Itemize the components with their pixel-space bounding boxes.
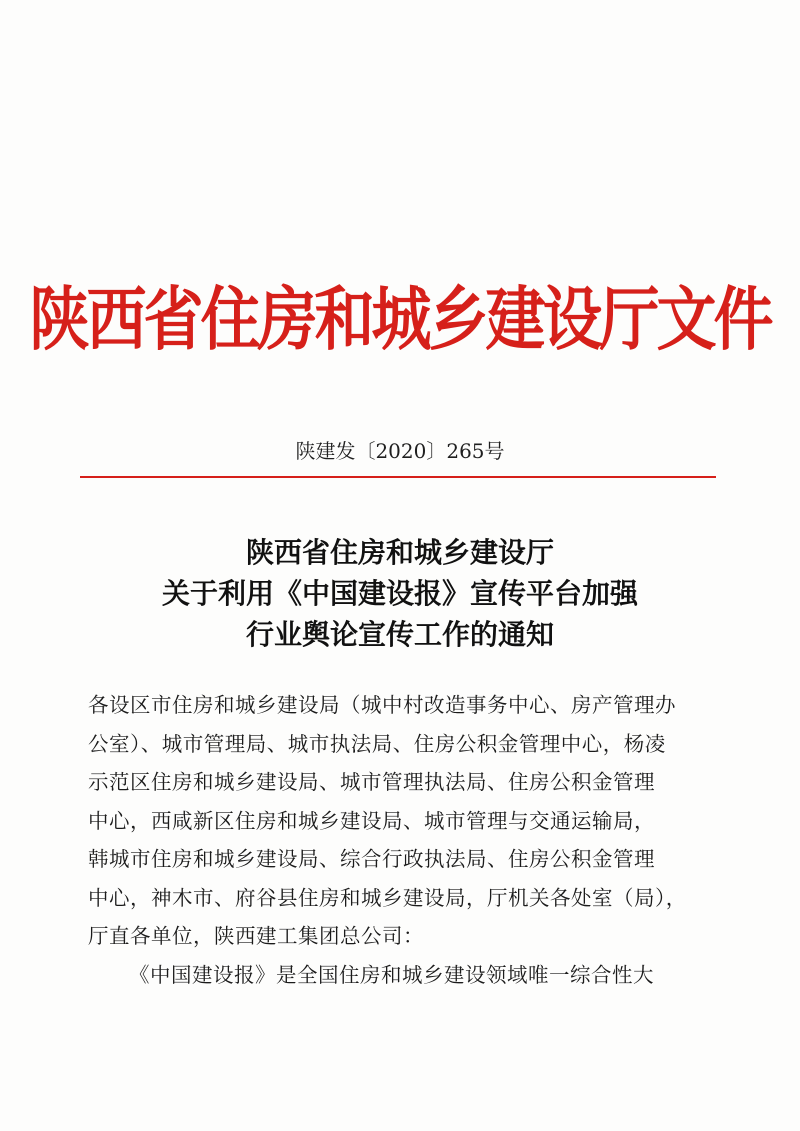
addressee-line-4: 中心，西咸新区住房和城乡建设局、城市管理与交通运输局， bbox=[88, 808, 655, 833]
document-number: 陕建发〔2020〕265号 bbox=[295, 439, 505, 463]
notice-title-line-3: 行业舆论宣传工作的通知 bbox=[245, 618, 554, 651]
body-paragraph-line-1: 《中国建设报》是全国住房和城乡建设领域唯一综合性大 bbox=[129, 962, 654, 987]
notice-body bbox=[88, 686, 700, 994]
addressee-line-6: 中心，神木市、府谷县住房和城乡建设局，厅机关各处室（局）， bbox=[88, 885, 687, 910]
addressee-line-5: 韩城市住房和城乡建设局、综合行政执法局、住房公积金管理 bbox=[88, 847, 655, 871]
notice-title-line-2: 关于利用《中国建设报》宣传平台加强 bbox=[161, 577, 638, 610]
notice-title bbox=[0, 532, 800, 655]
addressee-line-1: 各设区市住房和城乡建设局（城中村改造事务中心、房产管理办 bbox=[88, 693, 676, 717]
addressee-line-7: 厅直各单位，陕西建工集团总公司： bbox=[88, 924, 424, 948]
issuer-masthead: 陕西省住房和城乡建设厅文件 bbox=[29, 279, 771, 361]
notice-title-line-1: 陕西省住房和城乡建设厅 bbox=[245, 536, 554, 569]
red-divider-line bbox=[80, 476, 716, 478]
addressee-line-2: 公室）、城市管理局、城市执法局、住房公积金管理中心，杨凌 bbox=[88, 731, 666, 756]
addressee-line-3: 示范区住房和城乡建设局、城市管理执法局、住房公积金管理 bbox=[88, 770, 655, 794]
